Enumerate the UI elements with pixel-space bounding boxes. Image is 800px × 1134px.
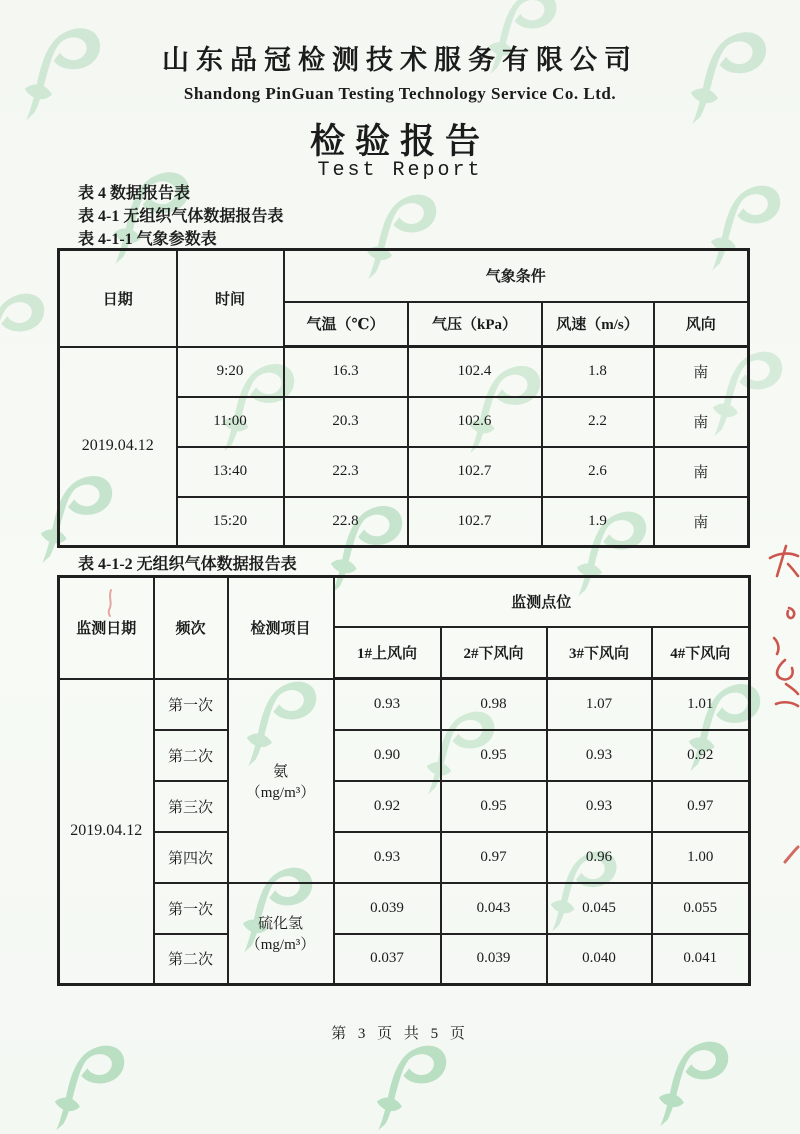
gas-freq-cell: 第三次 [154,781,228,832]
gas-value-cell: 0.97 [652,781,750,832]
gas-value-cell: 0.98 [441,679,547,730]
weather-col-date: 日期 [59,250,177,347]
gas-value-cell: 0.055 [652,883,750,934]
gas-col-point4: 4#下风向 [652,627,750,679]
gas-item-unit: （mg/m³） [245,784,316,801]
gas-value-cell: 0.040 [547,934,652,985]
gas-value-cell: 0.92 [334,781,441,832]
weather-cell: 2.2 [542,397,654,447]
weather-cell: 102.7 [408,447,542,497]
weather-cell: 102.6 [408,397,542,447]
weather-cell: 15:20 [177,497,284,547]
gas-value-cell: 0.041 [652,934,750,985]
weather-col-time: 时间 [177,250,284,347]
gas-col-point2: 2#下风向 [441,627,547,679]
gas-date: 2019.04.12 [59,679,154,985]
gas-value-cell: 1.00 [652,832,750,883]
gas-col-point3: 3#下风向 [547,627,652,679]
weather-cell: 1.8 [542,347,654,397]
weather-cell: 16.3 [284,347,408,397]
gas-row [59,781,750,832]
weather-cell: 南 [654,497,749,547]
gas-freq-cell: 第一次 [154,679,228,730]
gas-freq-cell: 第一次 [154,883,228,934]
weather-cell: 20.3 [284,397,408,447]
gas-freq-cell: 第二次 [154,934,228,985]
page-number: 第 3 页 共 5 页 [331,1026,469,1042]
gas-value-cell: 0.93 [547,781,652,832]
weather-col-group: 气象条件 [284,250,749,302]
gas-value-cell: 0.043 [441,883,547,934]
weather-col-pressure: 气压（kPa） [408,302,542,347]
weather-col-temp: 气温（℃） [284,302,408,347]
weather-date: 2019.04.12 [59,347,177,547]
weather-cell: 1.9 [542,497,654,547]
section-title-table4-1-1: 表 4-1-1 气象参数表 [78,231,217,248]
section-title-table4: 表 4 数据报告表 [78,185,191,202]
weather-cell: 102.4 [408,347,542,397]
weather-cell: 9:20 [177,347,284,397]
gas-value-cell: 0.93 [334,832,441,883]
gas-value-cell: 0.97 [441,832,547,883]
report-title-cn: 检验报告 [309,122,490,161]
gas-value-cell: 1.01 [652,679,750,730]
gas-value-cell: 0.96 [547,832,652,883]
report-title-en: Test Report [317,159,483,182]
weather-cell: 22.3 [284,447,408,497]
gas-value-cell: 0.045 [547,883,652,934]
company-name-cn: 山东品冠检测技术服务有限公司 [162,45,638,75]
weather-cell: 南 [654,447,749,497]
gas-row [59,934,750,985]
weather-cell: 102.7 [408,497,542,547]
gas-col-group: 监测点位 [334,577,750,627]
gas-value-cell: 0.93 [334,679,441,730]
weather-cell: 22.8 [284,497,408,547]
company-name-en: Shandong PinGuan Testing Technology Service Co. Ltd. [183,84,617,103]
weather-cell: 13:40 [177,447,284,497]
gas-value-cell: 1.07 [547,679,652,730]
weather-cell: 2.6 [542,447,654,497]
gas-value-cell: 0.039 [334,883,441,934]
gas-value-cell: 0.95 [441,730,547,781]
gas-item-hydrogen-sulfide [228,883,334,985]
weather-col-wind-dir: 风向 [654,302,749,347]
gas-col-item: 检测项目 [228,577,334,679]
gas-item-unit: （mg/m³） [245,937,316,954]
weather-table [57,248,750,548]
gas-row [59,679,750,730]
gas-row [59,832,750,883]
weather-cell: 南 [654,347,749,397]
weather-row [59,347,749,397]
gas-row [59,730,750,781]
gas-item-name: 氨 [272,763,288,780]
gas-freq-cell: 第二次 [154,730,228,781]
gas-value-cell: 0.039 [441,934,547,985]
gas-value-cell: 0.92 [652,730,750,781]
gas-freq-cell: 第四次 [154,832,228,883]
gas-col-date: 监测日期 [59,577,154,679]
gas-value-cell: 0.90 [334,730,441,781]
weather-col-wind-speed: 风速（m/s） [542,302,654,347]
gas-item-ammonia [228,679,334,883]
gas-value-cell: 0.93 [547,730,652,781]
section-title-table4-1: 表 4-1 无组织气体数据报告表 [78,208,284,225]
gas-col-point1: 1#上风向 [334,627,441,679]
gas-col-freq: 频次 [154,577,228,679]
gas-item-name: 硫化氢 [257,916,303,933]
section-title-table4-1-2: 表 4-1-2 无组织气体数据报告表 [78,556,297,573]
gas-table [57,575,751,986]
gas-value-cell: 0.95 [441,781,547,832]
section-titles [78,182,283,251]
gas-row [59,883,750,934]
gas-value-cell: 0.037 [334,934,441,985]
weather-cell: 11:00 [177,397,284,447]
weather-cell: 南 [654,397,749,447]
